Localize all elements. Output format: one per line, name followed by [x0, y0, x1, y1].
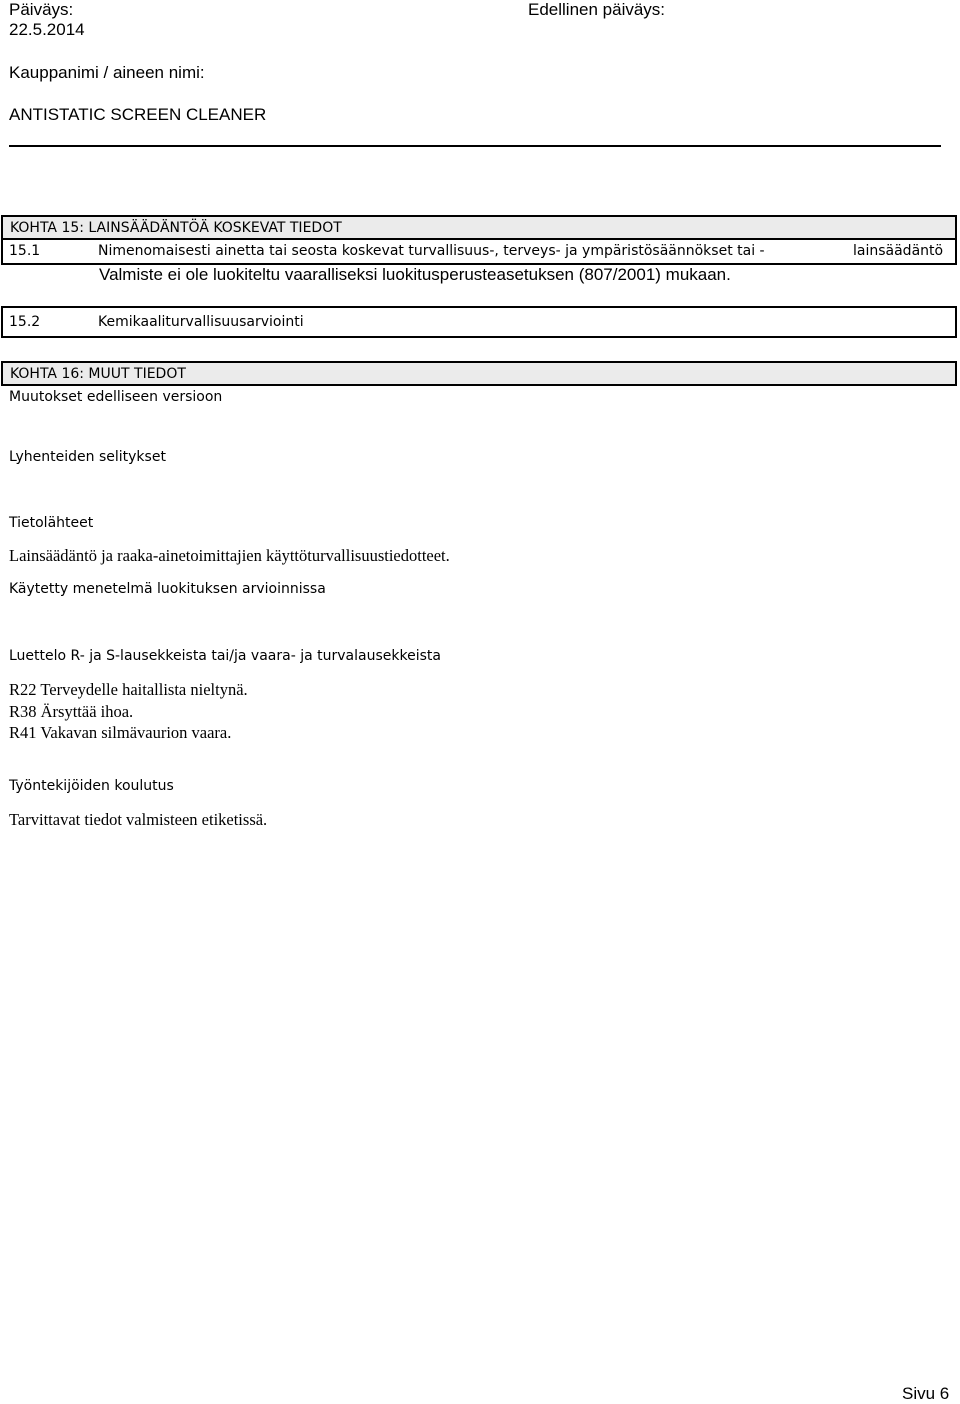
subsection-15-1-title: Nimenomaisesti ainetta tai seosta koskevat turvallisuus-, terveys- ja ympäristösäännökset tai -	[98, 243, 765, 259]
header-divider	[9, 145, 941, 147]
subsection-15-1-text: Valmiste ei ole luokiteltu vaaralliseksi luokitusperusteasetuksen (807/2001) mukaan.	[99, 265, 731, 284]
date-label: Päiväys:	[9, 0, 74, 19]
previous-date-label: Edellinen päiväys:	[528, 0, 666, 19]
section-16-header	[1, 361, 957, 386]
section-15-title: KOHTA 15: LAINSÄÄDÄNTÖÄ KOSKEVAT TIEDOT	[10, 220, 342, 236]
section-16-title: KOHTA 16: MUUT TIEDOT	[10, 366, 186, 382]
section-15-header	[1, 215, 957, 240]
subsection-15-1-title-cont: lainsäädäntö	[853, 243, 944, 259]
trade-name-label: Kauppanimi / aineen nimi:	[9, 63, 205, 82]
method-heading: Käytetty menetelmä luokituksen arvioinnissa	[9, 581, 326, 597]
subsection-15-1-number: 15.1	[9, 243, 41, 259]
phrase-r38: R38 Ärsyttää ihoa.	[9, 702, 134, 721]
page-number: Sivu 6	[902, 1384, 950, 1403]
subsection-15-2-number: 15.2	[9, 314, 41, 330]
phrase-r22: R22 Terveydelle haitallista nieltynä.	[9, 680, 248, 699]
training-text: Tarvittavat tiedot valmisteen etiketissä.	[9, 810, 268, 829]
product-name: ANTISTATIC SCREEN CLEANER	[9, 105, 267, 124]
sources-heading: Tietolähteet	[9, 515, 94, 531]
sources-text: Lainsäädäntö ja raaka-ainetoimittajien käyttöturvallisuustiedotteet.	[9, 546, 450, 565]
training-heading: Työntekijöiden koulutus	[9, 778, 174, 794]
abbreviations-heading: Lyhenteiden selitykset	[9, 449, 166, 465]
subsection-15-2-title: Kemikaaliturvallisuusarviointi	[98, 314, 304, 330]
date-value: 22.5.2014	[9, 20, 85, 39]
changes-heading: Muutokset edelliseen versioon	[9, 389, 223, 405]
phrase-r41: R41 Vakavan silmävaurion vaara.	[9, 723, 232, 742]
phrases-heading: Luettelo R- ja S-lausekkeista tai/ja vaara- ja turvalausekkeista	[9, 648, 441, 664]
